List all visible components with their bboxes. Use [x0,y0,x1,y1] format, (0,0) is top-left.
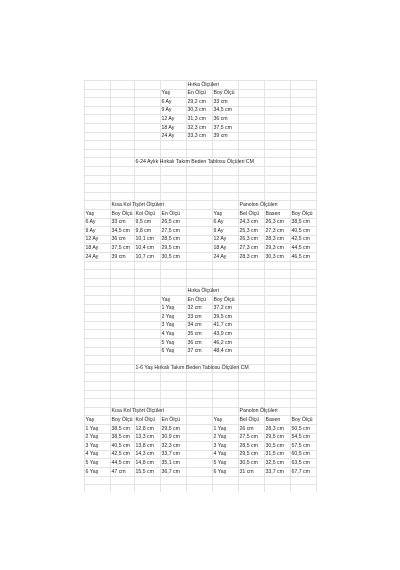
table-cell: 38,5 cm [111,434,130,441]
table-cell: 38,5 cm [291,219,310,226]
column-header: Boy Ölçü [291,416,313,423]
table-cell: 54,5 cm [291,434,310,441]
table-cell: 6 Yaş [161,348,175,355]
column-header: En Ölçü [187,90,206,97]
table-cell: 10,1 cm [135,236,154,243]
table-cell: 32,3 cm [187,124,206,131]
table-cell: 67,7 cm [291,468,310,475]
table-cell: 30,3 cm [265,253,284,260]
table-cell: 29,5 cm [161,244,180,251]
grid-line [84,243,316,244]
column-header: Yaş [85,416,95,423]
table-cell: 28,3 cm [265,236,284,243]
column-header: Yaş [85,210,95,217]
table-cell: 18 Ay [85,244,99,251]
table-title: Hırka Ölçüleri [187,287,219,294]
table-cell: 29,2 cm [187,98,206,105]
table-cell: 60,5 cm [291,451,310,458]
table-cell: 6 Yaş [213,468,227,475]
table-cell: 46,2 cm [213,339,232,346]
table-cell: 14,3 cm [135,451,154,458]
table-cell: 27,5 cm [239,434,258,441]
column-header: Boy Ölçü [213,90,235,97]
table-cell: 9 Ay [161,107,172,114]
table-cell: 24,3 cm [239,219,258,226]
table-cell: 18 Ay [213,244,227,251]
section-title: 6-24 Aylık Hırkalı Takım Beden Tablosu Ölçüleri CM [135,158,254,165]
table-cell: 36,7 cm [161,468,180,475]
table-cell: 5 Yaş [213,459,227,466]
table-cell: 47 cm [111,468,126,475]
table-cell: 63,5 cm [291,459,310,466]
grid-line [84,286,316,287]
column-header: En Ölçü [161,210,180,217]
table-cell: 35,1 cm [161,459,180,466]
column-header: Yaş [161,90,171,97]
table-cell: 24 Ay [161,133,175,140]
table-cell: 30,9 cm [161,434,180,441]
table-cell: 10,7 cm [135,253,154,260]
table-cell: 31,5 cm [265,451,284,458]
grid-line [84,415,316,416]
table-title: Kısa Kol Tişört Ölçüleri [111,201,164,208]
table-cell: 32,5 cm [265,459,284,466]
grid-line [84,390,316,391]
grid-line [84,175,316,176]
table-cell: 6 Ay [161,98,172,105]
table-cell: 34 cm [187,322,202,329]
grid-line [84,192,316,193]
grid-line [84,372,316,373]
table-cell: 57,5 cm [291,442,310,449]
grid-line [84,329,316,330]
table-cell: 42,5 cm [111,451,130,458]
table-cell: 24 Ay [213,253,227,260]
table-title: Hırka Ölçüleri [187,81,219,88]
column-header: En Ölçü [187,296,206,303]
table-cell: 39 cm [111,253,126,260]
grid-line [84,269,316,270]
grid-line [84,355,316,356]
table-cell: 33,7 cm [265,468,284,475]
table-cell: 33,7 cm [161,451,180,458]
table-cell: 42,5 cm [291,236,310,243]
grid-line [84,261,316,262]
table-cell: 2 Yaş [213,434,227,441]
table-cell: 18 Ay [161,124,175,131]
column-header: Yaş [161,296,171,303]
table-cell: 27,3 cm [239,244,258,251]
column-header: Yaş [213,416,223,423]
column-header: En Ölçü [161,416,180,423]
table-cell: 32 cm [187,305,202,312]
table-cell: 5 Yaş [161,339,175,346]
table-title: Kısa Kol Tişört Ölçüleri [111,408,164,415]
table-cell: 31,3 cm [187,115,206,122]
table-cell: 27,3 cm [265,227,284,234]
table-cell: 40,5 cm [291,227,310,234]
table-cell: 1 Yaş [161,305,175,312]
table-cell: 15,5 cm [135,468,154,475]
table-cell: 28,3 cm [265,425,284,432]
table-cell: 12 Ay [161,115,175,122]
grid-line [84,398,316,399]
table-cell: 50,5 cm [291,425,310,432]
table-title: Panolon Ölçüleri [239,201,278,208]
table-cell: 30,5 cm [161,253,180,260]
table-cell: 3 Yaş [213,442,227,449]
table-cell: 26 cm [239,425,254,432]
table-cell: 26,3 cm [239,236,258,243]
grid-line [84,157,316,158]
table-cell: 35 cm [187,330,202,337]
table-cell: 6 Ay [213,219,224,226]
table-cell: 33 cm [187,313,202,320]
table-cell: 13,3 cm [135,434,154,441]
column-header: Bel Ölçü [239,210,260,217]
table-cell: 37,5 cm [111,244,130,251]
table-cell: 12 Ay [213,236,227,243]
grid-line [84,476,316,477]
table-cell: 26,3 cm [265,219,284,226]
table-cell: 13,8 cm [135,442,154,449]
table-cell: 34,5 cm [111,227,130,234]
column-header: Kol Ölçü [135,210,156,217]
table-cell: 9 Ay [85,227,96,234]
table-cell: 38,5 cm [111,425,130,432]
table-cell: 3 Yaş [85,442,99,449]
table-cell: 9,5 cm [135,219,152,226]
table-cell: 28,5 cm [239,442,258,449]
column-header: Boy Ölçü [111,416,133,423]
table-cell: 37,2 cm [213,305,232,312]
grid-line [84,166,316,167]
column-header: Basen [265,210,281,217]
column-header: Bel Ölçü [239,416,260,423]
table-cell: 36 cm [213,115,228,122]
table-cell: 37,5 cm [213,124,232,131]
table-cell: 28,5 cm [161,236,180,243]
table-cell: 30,3 cm [187,107,206,114]
table-cell: 6 Yaş [85,468,99,475]
column-header: Boy Ölçü [213,296,235,303]
table-cell: 30,5 cm [239,459,258,466]
table-cell: 31 cm [239,468,254,475]
table-cell: 43,9 cm [213,330,232,337]
grid-line [84,149,316,150]
table-cell: 36 cm [187,339,202,346]
table-cell: 33,3 cm [187,133,206,140]
grid-line [84,114,316,115]
grid-line [84,484,316,485]
table-cell: 4 Yaş [213,451,227,458]
table-cell: 3 Yaş [161,322,175,329]
table-cell: 29,5 cm [239,451,258,458]
column-header: Basen [265,416,281,423]
table-cell: 39,5 cm [213,313,232,320]
table-cell: 41,7 cm [213,322,232,329]
table-cell: 28,3 cm [239,253,258,260]
table-cell: 36 cm [111,236,126,243]
table-cell: 46,5 cm [291,253,310,260]
table-cell: 1 Yaş [85,425,99,432]
grid-line [186,80,187,492]
table-cell: 29,5 cm [265,434,284,441]
grid-line [84,381,316,382]
column-header: Kol Ölçü [135,416,156,423]
table-cell: 10,4 cm [135,244,154,251]
table-cell: 9 Ay [213,227,224,234]
grid-line [84,200,316,201]
table-cell: 48,4 cm [213,348,232,355]
table-cell: 1 Yaş [213,425,227,432]
table-cell: 37 cm [187,348,202,355]
table-cell: 6 Ay [85,219,96,226]
table-cell: 12 Ay [85,236,99,243]
grid-line [84,458,316,459]
table-cell: 40,5 cm [111,442,130,449]
table-cell: 33 cm [213,98,228,105]
table-cell: 2 Yaş [85,434,99,441]
table-cell: 9,8 cm [135,227,152,234]
table-cell: 14,8 cm [135,459,154,466]
table-title: Panolon Ölçüleri [239,408,278,415]
column-header: Yaş [213,210,223,217]
column-header: Boy Ölçü [111,210,133,217]
table-cell: 5 Yaş [85,459,99,466]
table-cell: 2 Yaş [161,313,175,320]
table-cell: 4 Yaş [85,451,99,458]
table-cell: 32,3 cm [161,442,180,449]
table-cell: 24 Ay [85,253,99,260]
table-cell: 12,8 cm [135,425,154,432]
table-cell: 34,5 cm [213,107,232,114]
table-cell: 33 cm [111,219,126,226]
table-cell: 44,5 cm [291,244,310,251]
grid-line [84,183,316,184]
table-cell: 4 Yaş [161,330,175,337]
table-cell: 44,5 cm [111,459,130,466]
table-cell: 29,3 cm [265,244,284,251]
table-cell: 29,5 cm [161,425,180,432]
grid-line [84,278,316,279]
table-cell: 25,3 cm [239,227,258,234]
table-cell: 26,5 cm [161,219,180,226]
table-cell: 39 cm [213,133,228,140]
section-title: 1-6 Yaş Hırkalı Takım Beden Tablosu Ölçüleri CM [135,365,249,372]
column-header: Boy Ölçü [291,210,313,217]
table-cell: 30,5 cm [265,442,284,449]
grid-line [84,140,316,141]
grid-line [316,80,317,492]
table-cell: 27,5 cm [161,227,180,234]
